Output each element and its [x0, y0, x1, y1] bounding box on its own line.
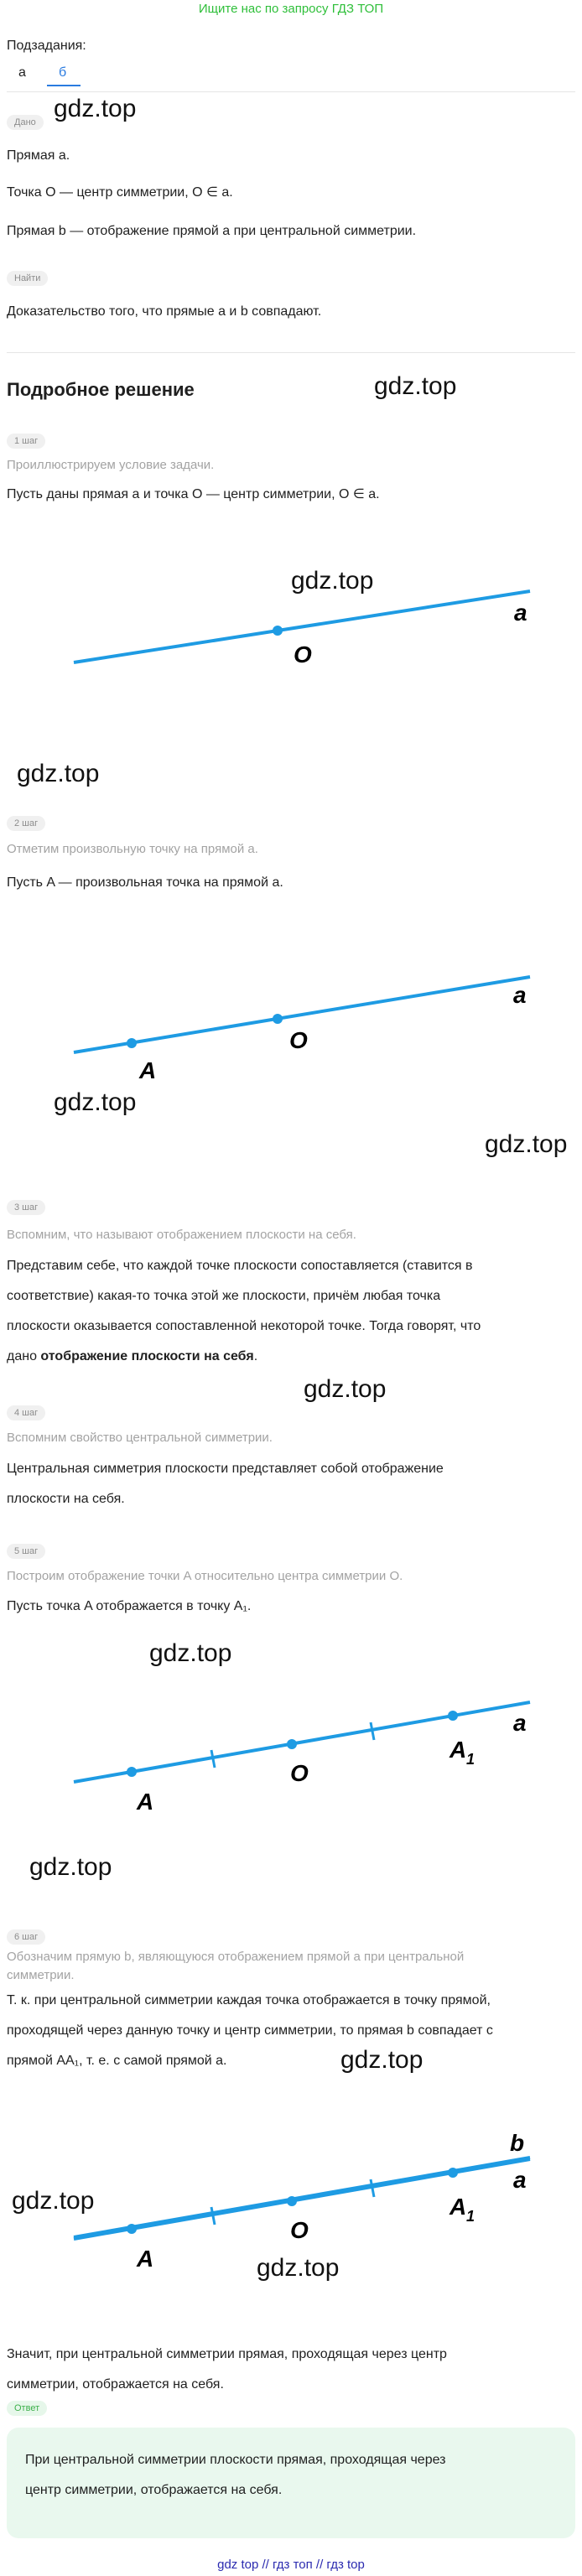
label-A1: A [449, 2194, 467, 2220]
step6-hint-1: Обозначим прямую b, являющуюся отображением прямой a при центральной [7, 1950, 465, 1964]
step6-chip [7, 1929, 45, 1945]
tick-mark [211, 2207, 215, 2225]
label-A: A [137, 1789, 154, 1811]
tab-a[interactable]: а [18, 65, 26, 80]
label-a: a [513, 982, 527, 1008]
footer-links[interactable]: gdz top // гдз топ // гдз top [217, 2558, 365, 2572]
label-O: O [294, 641, 312, 667]
watermark: gdz.top [340, 2046, 424, 2074]
step2-chip [7, 815, 45, 831]
step2-chip-label: 2 шаг [7, 816, 45, 831]
tick-mark [211, 1750, 215, 1768]
conclusion-line-1: Значит, при центральной симметрии прямая, проходящая через центр [7, 2347, 447, 2361]
step6-hint [7, 1948, 575, 1985]
given-line-3: Прямая b — отображение прямой a при центральной симметрии. [7, 224, 417, 238]
step3-text-4 [7, 1342, 575, 1372]
point-A [127, 1038, 137, 1048]
step3-text-2: соответствие) какая-то точка этой же плоскости, причём любая точка [7, 1289, 441, 1303]
label-O: O [289, 1027, 308, 1053]
step5-text: Пусть точка A отображается в точку A₁. [7, 1599, 252, 1613]
step3-chip-label: 3 шаг [7, 1200, 45, 1215]
step3-chip [7, 1199, 45, 1215]
step4-chip [7, 1405, 45, 1420]
tabs-divider [7, 91, 575, 92]
diagram-step2 [0, 956, 582, 1082]
label-a: a [513, 1710, 527, 1736]
point-A1 [448, 2168, 458, 2178]
point-A [127, 1767, 137, 1777]
label-O: O [290, 1760, 309, 1786]
diagram-step5 [0, 1677, 582, 1811]
tick-mark [371, 1722, 374, 1740]
step1-chip [7, 433, 45, 449]
watermark: gdz.top [54, 1088, 137, 1116]
answer-line-2: центр симметрии, отображается на себя. [25, 2483, 283, 2497]
given-chip [7, 114, 44, 130]
conclusion-line-2: симметрии, отображается на себя. [7, 2377, 224, 2392]
answer-chip [7, 2400, 47, 2416]
given-line-2: Точка O — центр симметрии, O ∈ a. [7, 185, 233, 200]
label-O: O [290, 2217, 309, 2243]
step1-chip-label: 1 шаг [7, 434, 45, 449]
step4-chip-label: 4 шаг [7, 1405, 45, 1420]
answer-chip-label: Ответ [7, 2401, 47, 2416]
subtasks-title: Подзадания: [7, 39, 86, 53]
step4-hint: Вспомним свойство центральной симметрии. [7, 1431, 273, 1445]
label-A: A [137, 2246, 154, 2272]
step3-text-4-bold: отображение плоскости на себя [40, 1349, 254, 1363]
label-A: A [139, 1057, 157, 1082]
step3-text-4-post: . [253, 1349, 258, 1363]
step5-chip [7, 1543, 45, 1559]
step6-text-2: проходящей через данную точку и центр симметрии, то прямая b совпадает с [7, 2023, 493, 2038]
label-A1: A [449, 1737, 467, 1763]
step4-text-2: плоскости на себя. [7, 1492, 125, 1506]
section-divider [7, 352, 575, 353]
step6-hint-2: симметрии. [7, 1968, 75, 1982]
watermark: gdz.top [17, 760, 100, 787]
label-b: b [510, 2130, 525, 2156]
label-A1-subscript: 1 [466, 2208, 475, 2225]
step3-hint: Вспомним, что называют отображением плоскости на себя. [7, 1228, 356, 1242]
step1-hint: Проиллюстрируем условие задачи. [7, 458, 215, 472]
watermark: gdz.top [54, 95, 137, 122]
step5-hint: Построим отображение точки A относительно центра симметрии O. [7, 1569, 403, 1583]
answer-line-1: При центральной симметрии плоскости прямая, проходящая через [25, 2453, 446, 2467]
point-O [287, 2196, 297, 2206]
watermark: gdz.top [374, 372, 457, 400]
watermark: gdz.top [257, 2254, 340, 2282]
point-A1 [448, 1711, 458, 1721]
search-hint-link[interactable]: Ищите нас по запросу ГДЗ ТОП [198, 2, 384, 16]
find-chip-label: Найти [7, 271, 48, 286]
point-A [127, 2224, 137, 2234]
step2-text: Пусть A — произвольная точка на прямой a. [7, 875, 283, 890]
watermark: gdz.top [485, 1130, 568, 1158]
step1-text: Пусть даны прямая a и точка O — центр симметрии, O ∈ a. [7, 487, 380, 501]
step2-hint: Отметим произвольную точку на прямой a. [7, 842, 258, 856]
point-O [273, 626, 283, 636]
solution-title: Подробное решение [7, 379, 195, 400]
watermark: gdz.top [149, 1639, 232, 1667]
given-line-1: Прямая a. [7, 148, 70, 163]
tab-b[interactable]: б [59, 65, 67, 80]
step4-text-1: Центральная симметрия плоскости представляет собой отображение [7, 1462, 444, 1476]
step3-text-1: Представим себе, что каждой точке плоскости сопоставляется (ставится в [7, 1259, 473, 1273]
answer-text [25, 2445, 553, 2506]
active-tab-indicator [47, 85, 81, 86]
step3-text-3: плоскости оказывается сопоставленной некоторой точке. Тогда говорят, что [7, 1319, 481, 1333]
label-A1-subscript: 1 [466, 1751, 475, 1768]
point-O [273, 1014, 283, 1024]
given-chip-label: Дано [7, 115, 44, 130]
find-chip [7, 270, 48, 286]
watermark: gdz.top [304, 1375, 387, 1403]
watermark: gdz.top [12, 2187, 95, 2215]
tick-mark [371, 2179, 374, 2197]
step5-chip-label: 5 шаг [7, 1544, 45, 1559]
step6-text-1: Т. к. при центральной симметрии каждая точка отображается в точку прямой, [7, 1993, 491, 2007]
step6-chip-label: 6 шаг [7, 1929, 45, 1945]
point-O [287, 1739, 297, 1749]
watermark: gdz.top [29, 1853, 112, 1881]
find-line: Доказательство того, что прямые a и b совпадают. [7, 304, 322, 319]
label-a: a [513, 2167, 527, 2193]
label-a: a [514, 600, 527, 626]
watermark: gdz.top [291, 567, 374, 595]
step3-text-4-pre: дано [7, 1349, 41, 1363]
step6-text-3: прямой AA₁, т. е. с самой прямой a. [7, 2054, 227, 2068]
